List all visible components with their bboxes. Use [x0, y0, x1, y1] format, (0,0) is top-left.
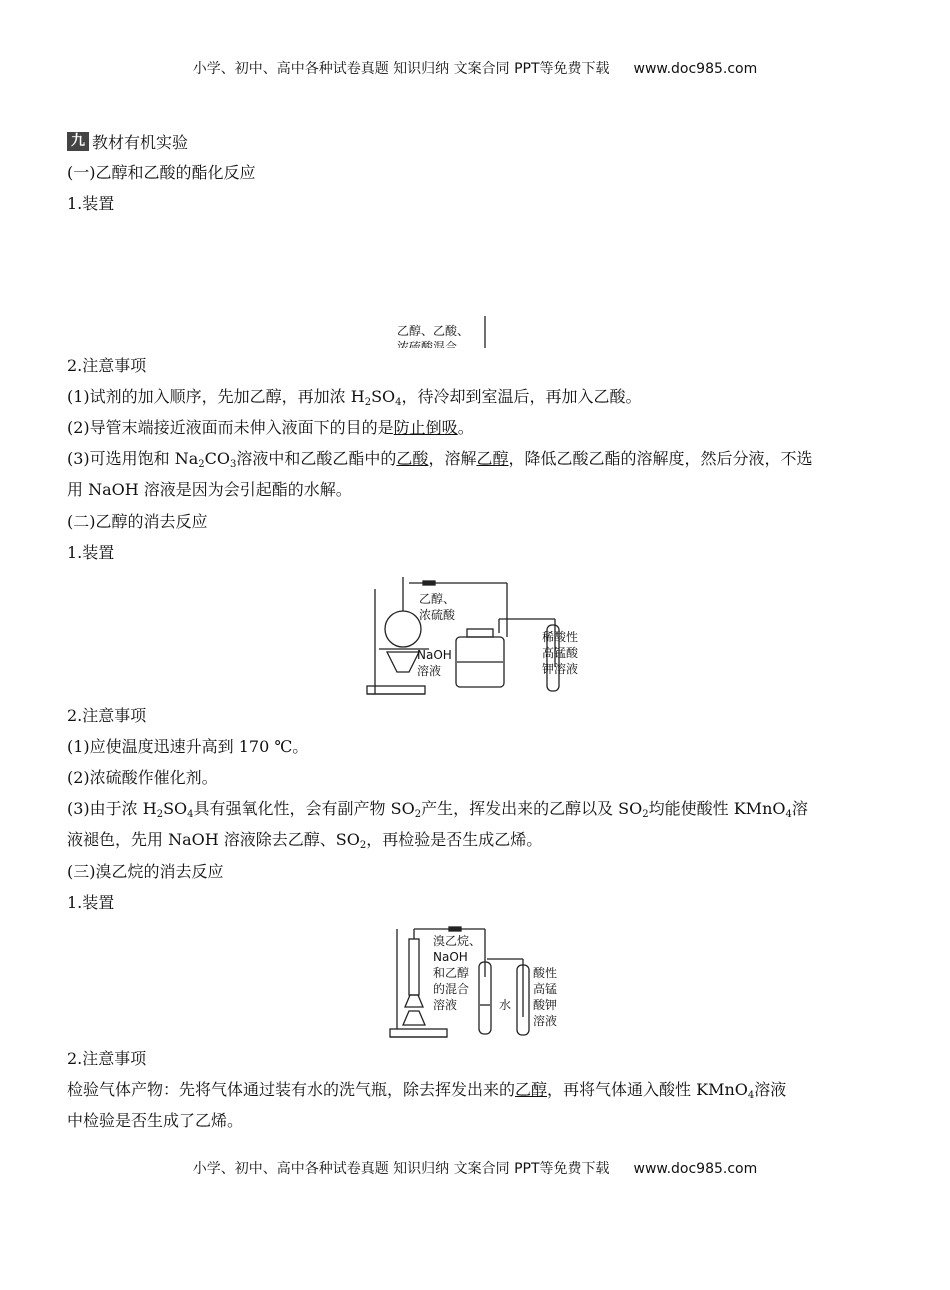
exp2-notes-heading: 2.注意事项: [67, 706, 147, 725]
label-tube-2: 高锰酸: [542, 646, 579, 660]
label-tube3-3: 酸钾: [533, 998, 558, 1012]
label-flask3-5: 溶液: [433, 998, 458, 1012]
label-wash-2: 溶液: [417, 664, 442, 678]
esterification-apparatus-svg: [67, 218, 887, 348]
esterification-apparatus-diagram: [67, 218, 887, 348]
exp1-note-1: (1)试剂的加入顺序，先加乙醇，再加浓 $H_2SO_4$，待冷却到室温后，再加入乙酸。: [67, 387, 642, 408]
lamp-3: [403, 1011, 425, 1025]
stand2-plate: [367, 686, 425, 694]
label-flask-2: 浓硫酸: [419, 608, 456, 622]
section-heading: [67, 128, 887, 154]
flask3: [405, 995, 423, 1007]
exp1-note-3-cont: 用 NaOH 溶液是因为会引起酯的水解。: [67, 480, 352, 499]
footer-site-link[interactable]: www.doc985.com: [633, 1161, 758, 1177]
document-body: [67, 128, 887, 1133]
exp1-title: (一)乙醇和乙酸的酯化反应: [67, 163, 256, 182]
exp3-notes-heading: 2.注意事项: [67, 1049, 147, 1068]
label-flask3-4: 的混合: [433, 982, 470, 996]
exp2-note-1: (1)应使温度迅速升高到 170 ℃。: [67, 737, 309, 756]
tube-clamp-3: [449, 927, 461, 931]
label-flask3-2: NaOH: [433, 950, 468, 964]
label-tube-3: 钾溶液: [542, 662, 579, 676]
ethanol-elimination-svg: [67, 567, 887, 697]
condenser-tube: [409, 939, 419, 995]
label-tube3-4: 溶液: [533, 1014, 558, 1028]
section-title: 教材有机实验: [92, 132, 189, 152]
exp1-note-2: (2)导管末端接近液面而未伸入液面下的目的是防止倒吸。: [67, 418, 474, 437]
stand3-plate: [390, 1029, 447, 1037]
exp3-apparatus-heading: 1.装置: [67, 893, 115, 912]
exp2-note-3: (3)由于浓 $H_2SO_4$具有强氧化性，会有副产物 $SO_2$产生，挥发出来的乙醇以及 $SO_2$均能使酸性 KMnO$_4$溶: [67, 799, 808, 820]
header-site-link[interactable]: www.doc985.com: [633, 61, 758, 77]
round-flask: [385, 611, 421, 647]
exp1-apparatus-heading: 1.装置: [67, 194, 115, 213]
exp2-note-3-cont: 液褪色，先用 NaOH 溶液除去乙醇、$SO_2$，再检验是否生成乙烯。: [67, 830, 543, 851]
label-flask-1: 乙醇、: [419, 592, 456, 606]
exp3-title: (三)溴乙烷的消去反应: [67, 862, 224, 881]
exp3-note: 检验气体产物：先将气体通过装有水的洗气瓶，除去挥发出来的乙醇，再将气体通入酸性 KMnO$_4$溶液: [67, 1080, 787, 1101]
page-footer: [0, 1158, 950, 1178]
lamp-2: [387, 652, 419, 672]
label-tube-1: 稀酸性: [542, 630, 579, 644]
exp2-note-2: (2)浓硫酸作催化剂。: [67, 768, 218, 787]
exp2-apparatus-heading: 1.装置: [67, 543, 115, 562]
label-flask3-3: 和乙醇: [433, 966, 470, 980]
bromoethane-elimination-diagram: [67, 917, 887, 1039]
ethanol-elimination-diagram: [67, 567, 887, 697]
label-tube3-2: 高锰: [533, 982, 558, 996]
label-reagent-2: 浓硫酸混合: [397, 340, 458, 348]
header-text: 小学、初中、高中各种试卷真题 知识归纳 文案合同 PPT等免费下载: [192, 61, 610, 77]
page-header: [0, 58, 950, 78]
label-water: 水: [499, 998, 512, 1012]
exp3-note-cont: 中检验是否生成了乙烯。: [67, 1111, 244, 1130]
label-reagent-1: 乙醇、乙酸、: [397, 324, 470, 338]
label-wash-1: NaOH: [417, 648, 452, 662]
label-flask3-1: 溴乙烷、: [433, 934, 482, 948]
exp2-title: (二)乙醇的消去反应: [67, 512, 208, 531]
exp1-note-3: (3)可选用饱和 $Na_2CO_3$溶液中和乙酸乙酯中的乙酸，溶解乙醇，降低乙酸乙酯的溶解度，然后分液，不选: [67, 449, 813, 470]
label-tube3-1: 酸性: [533, 966, 558, 980]
wash-bottle-stopper: [467, 629, 493, 637]
tube-clamp-1: [423, 581, 435, 585]
bromoethane-elimination-svg: [67, 917, 887, 1039]
exp1-notes-heading: 2.注意事项: [67, 356, 147, 375]
section-number-badge: 九: [67, 132, 89, 151]
footer-text: 小学、初中、高中各种试卷真题 知识归纳 文案合同 PPT等免费下载: [192, 1161, 610, 1177]
